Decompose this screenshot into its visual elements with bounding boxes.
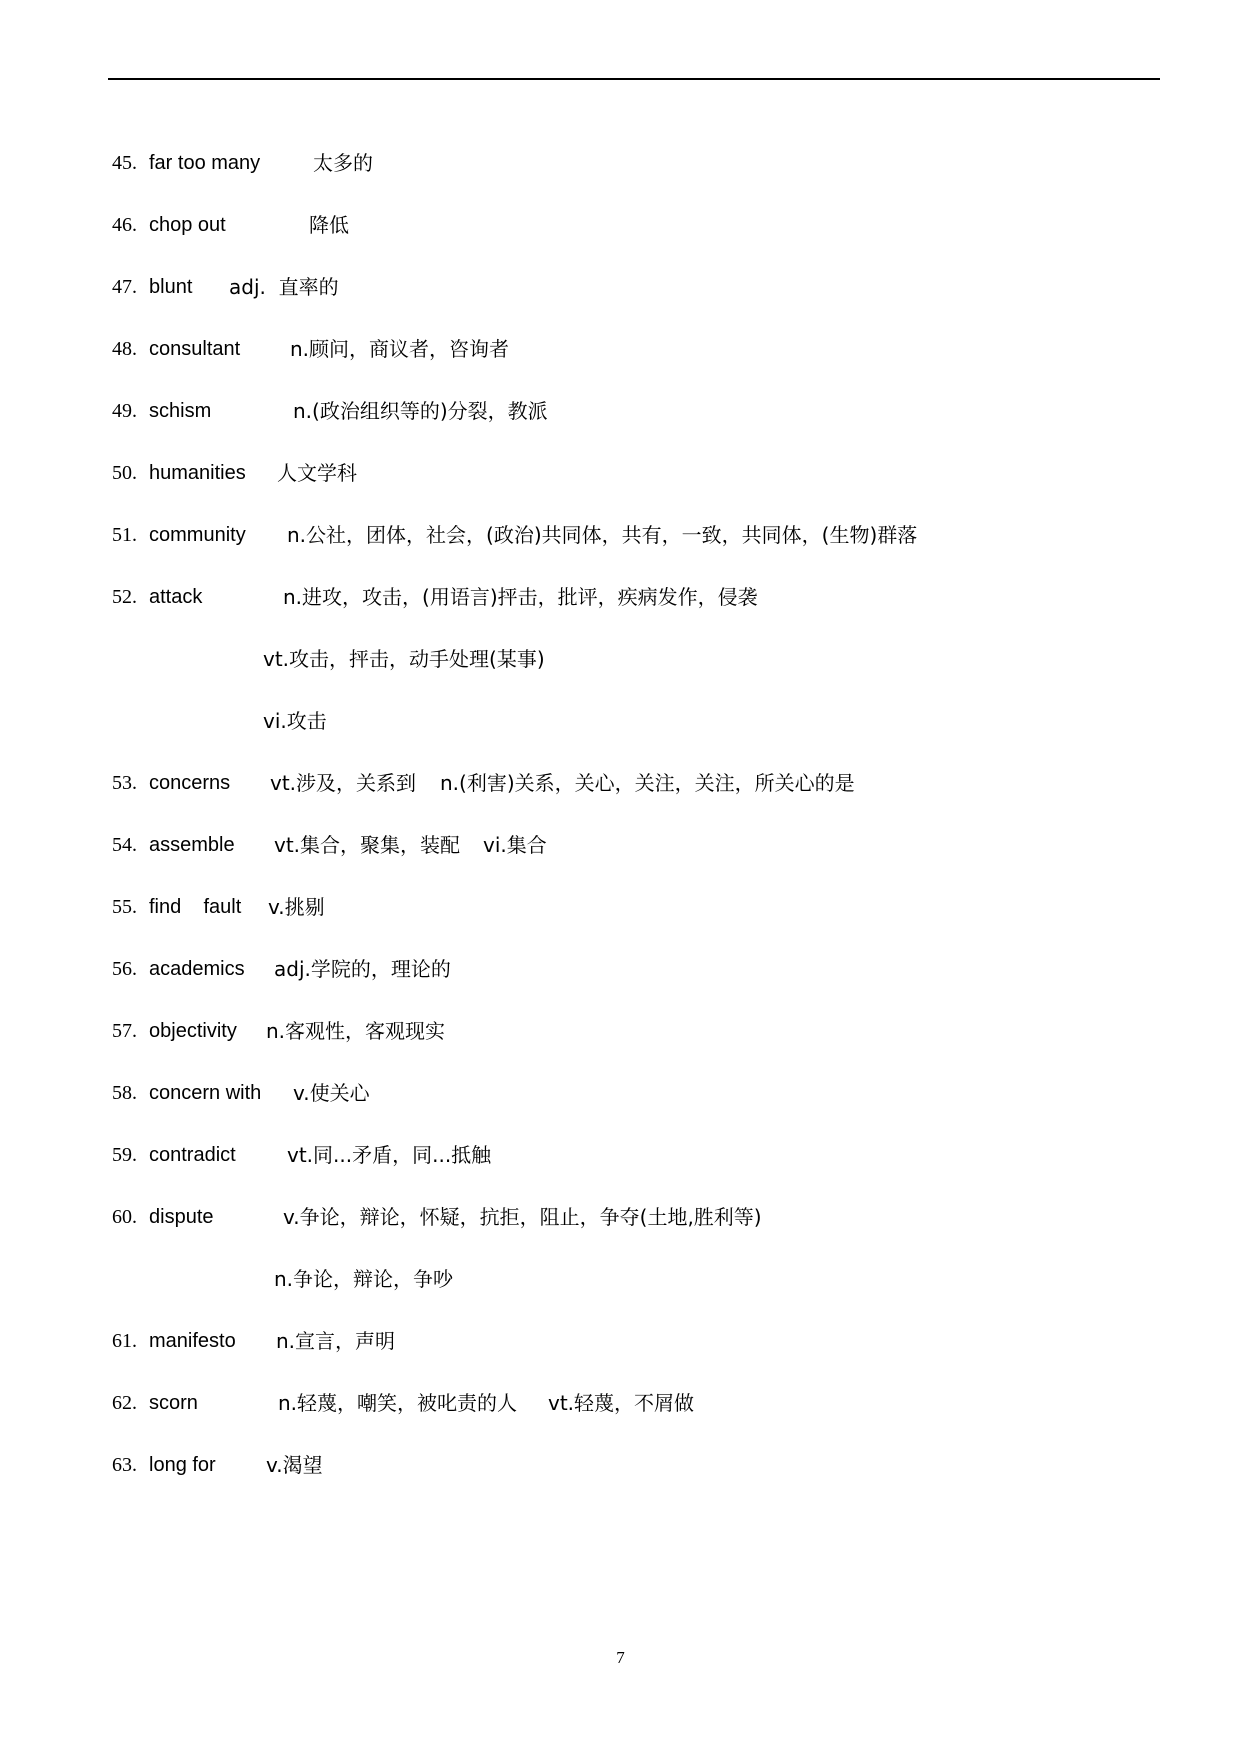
entry-row — [112, 1388, 1162, 1418]
entry-number: 63. — [112, 1454, 137, 1476]
entry-number: 49. — [112, 400, 137, 422]
entry-row — [112, 1326, 1162, 1356]
entry-definition: n.公社，团体，社会，(政治)共同体，共有，一致，共同体，(生物)群落 — [287, 523, 918, 547]
entry-row — [112, 582, 1162, 612]
entry-row — [112, 768, 1162, 798]
entry-definition: vi.攻击 — [263, 709, 327, 733]
entry-definition: n.(政治组织等的)分裂，教派 — [293, 399, 548, 423]
entry-row — [112, 1264, 1162, 1294]
entry-term: consultant — [149, 338, 241, 360]
entry-term: humanities — [149, 462, 246, 484]
entry-definition: adj. 直率的 — [229, 275, 339, 299]
entry-number: 62. — [112, 1392, 137, 1414]
entry-term: scorn — [149, 1392, 198, 1414]
entry-definition: n.轻蔑，嘲笑，被叱责的人 — [278, 1391, 518, 1415]
entry-definition: v.挑剔 — [268, 895, 325, 919]
entry-number: 57. — [112, 1020, 137, 1042]
entry-number: 59. — [112, 1144, 137, 1166]
entry-definition: v.争论，辩论，怀疑，抗拒，阻止，争夺(土地,胜利等) — [283, 1205, 762, 1229]
entry-number: 46. — [112, 214, 137, 236]
entry-row — [112, 210, 1162, 240]
entry-definition: vt.集合，聚集，装配 — [274, 833, 461, 857]
entry-term: concerns — [149, 772, 231, 794]
entry-row — [112, 396, 1162, 426]
entry-definition: n.争论，辩论，争吵 — [274, 1267, 454, 1291]
entry-term: contradict — [149, 1144, 236, 1166]
entry-definition: 太多的 — [313, 151, 373, 175]
entry-term: objectivity — [149, 1020, 237, 1042]
entry-definition: 降低 — [309, 213, 349, 237]
entry-row — [112, 1140, 1162, 1170]
entry-row — [112, 148, 1162, 178]
entry-term: concern with — [149, 1082, 262, 1104]
entry-term: attack — [149, 586, 203, 608]
entry-definition: adj.学院的，理论的 — [274, 957, 451, 981]
entry-row — [112, 892, 1162, 922]
entry-row — [112, 1078, 1162, 1108]
entry-term: assemble — [149, 834, 235, 856]
entry-row — [112, 954, 1162, 984]
entry-term: long for — [149, 1454, 216, 1476]
entry-term: find fault — [149, 896, 242, 918]
entry-number: 60. — [112, 1206, 137, 1228]
entry-number: 52. — [112, 586, 137, 608]
entry-definition: n.顾问，商议者，咨询者 — [290, 337, 510, 361]
entry-definition: v.渴望 — [266, 1453, 323, 1477]
entry-number: 45. — [112, 152, 137, 174]
entry-row — [112, 1202, 1162, 1232]
entry-row — [112, 520, 1162, 550]
entry-term: academics — [149, 958, 245, 980]
entry-definition: vt.同...矛盾，同...抵触 — [287, 1143, 492, 1167]
entry-number: 53. — [112, 772, 137, 794]
entry-term: manifesto — [149, 1330, 236, 1352]
entry-definition: vt.攻击，抨击，动手处理(某事) — [263, 647, 545, 671]
entry-definition: v.使关心 — [293, 1081, 370, 1105]
entry-number: 48. — [112, 338, 137, 360]
entry-number: 61. — [112, 1330, 137, 1352]
entry-row — [112, 272, 1162, 302]
entry-row — [112, 458, 1162, 488]
entry-definition: n.(利害)关系，关心，关注，关注，所关心的是 — [440, 771, 855, 795]
entry-row — [112, 644, 1162, 674]
entry-definition: vi.集合 — [483, 833, 547, 857]
entry-number: 47. — [112, 276, 137, 298]
entry-number: 54. — [112, 834, 137, 856]
entry-definition: n.宣言，声明 — [276, 1329, 396, 1353]
entry-number: 56. — [112, 958, 137, 980]
entry-definition: n.进攻，攻击，(用语言)抨击，批评，疾病发作，侵袭 — [283, 585, 758, 609]
entry-definition: 人文学科 — [277, 461, 357, 485]
entry-number: 58. — [112, 1082, 137, 1104]
entry-row — [112, 334, 1162, 364]
entry-row — [112, 706, 1162, 736]
entry-row — [112, 830, 1162, 860]
entry-number: 50. — [112, 462, 137, 484]
entry-term: blunt — [149, 276, 193, 298]
entry-row — [112, 1016, 1162, 1046]
entry-number: 51. — [112, 524, 137, 546]
entry-definition: n.客观性，客观现实 — [266, 1019, 446, 1043]
entry-definition: vt.轻蔑，不屑做 — [548, 1391, 695, 1415]
header-rule — [108, 78, 1160, 80]
entry-term: chop out — [149, 214, 226, 236]
entry-row — [112, 1450, 1162, 1480]
entry-term: schism — [149, 400, 212, 422]
entry-term: community — [149, 524, 246, 546]
page-number: 7 — [616, 1648, 625, 1667]
entry-definition: vt.涉及，关系到 — [270, 771, 417, 795]
entry-term: dispute — [149, 1206, 214, 1228]
entry-number: 55. — [112, 896, 137, 918]
entry-term: far too many — [149, 152, 261, 174]
